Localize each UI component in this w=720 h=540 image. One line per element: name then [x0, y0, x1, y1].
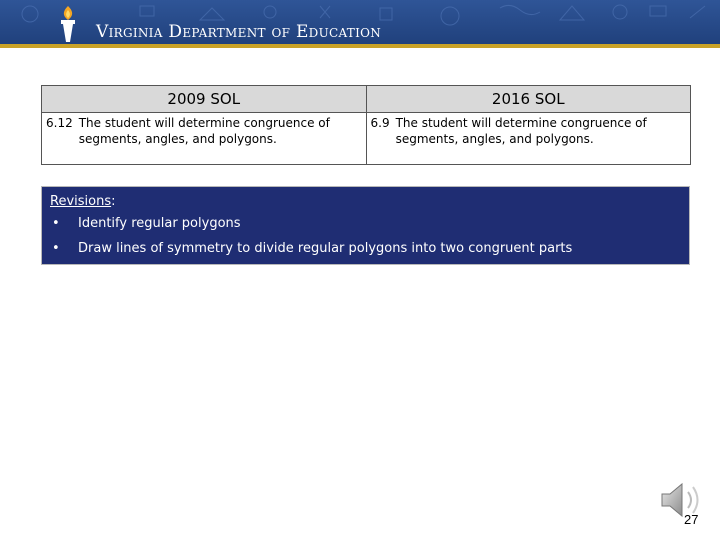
- bullet: •: [52, 216, 60, 231]
- revision-item-text: Identify regular polygons: [78, 216, 241, 231]
- standard-number-2009: 6.12: [46, 116, 73, 130]
- list-item: [50, 215, 689, 233]
- cell-2016-standard: [366, 113, 691, 165]
- revisions-box: [41, 186, 690, 265]
- col-header-2016: 2016 SOL: [366, 86, 691, 113]
- table-header-row: [42, 86, 691, 113]
- revisions-label: Revisions: [50, 194, 112, 209]
- page-number: 27: [684, 512, 699, 527]
- standard-text-2009: The student will determine congruence of segments, angles, and polygons.: [78, 116, 330, 146]
- table-row: [42, 113, 691, 165]
- banner-title: Virginia Department of Education: [96, 22, 382, 42]
- cell-2009-standard: [42, 113, 367, 165]
- standard-text-2016: The student will determine congruence of segments, angles, and polygons.: [395, 116, 647, 146]
- revision-item-text: Draw lines of symmetry to divide regular polygons into two congruent parts: [78, 241, 573, 256]
- revisions-colon: :: [111, 194, 116, 209]
- header-banner: [0, 0, 720, 48]
- banner-stripe: [0, 44, 720, 48]
- speaker-icon[interactable]: [658, 478, 708, 522]
- bullet: •: [52, 241, 60, 256]
- revisions-list: [50, 215, 689, 258]
- col-header-2009: 2009 SOL: [42, 86, 367, 113]
- sol-comparison-table: [41, 85, 691, 165]
- revisions-heading: [50, 193, 689, 211]
- list-item: [50, 240, 689, 258]
- standard-number-2016: 6.9: [370, 116, 390, 130]
- torch-logo-icon: [54, 4, 82, 44]
